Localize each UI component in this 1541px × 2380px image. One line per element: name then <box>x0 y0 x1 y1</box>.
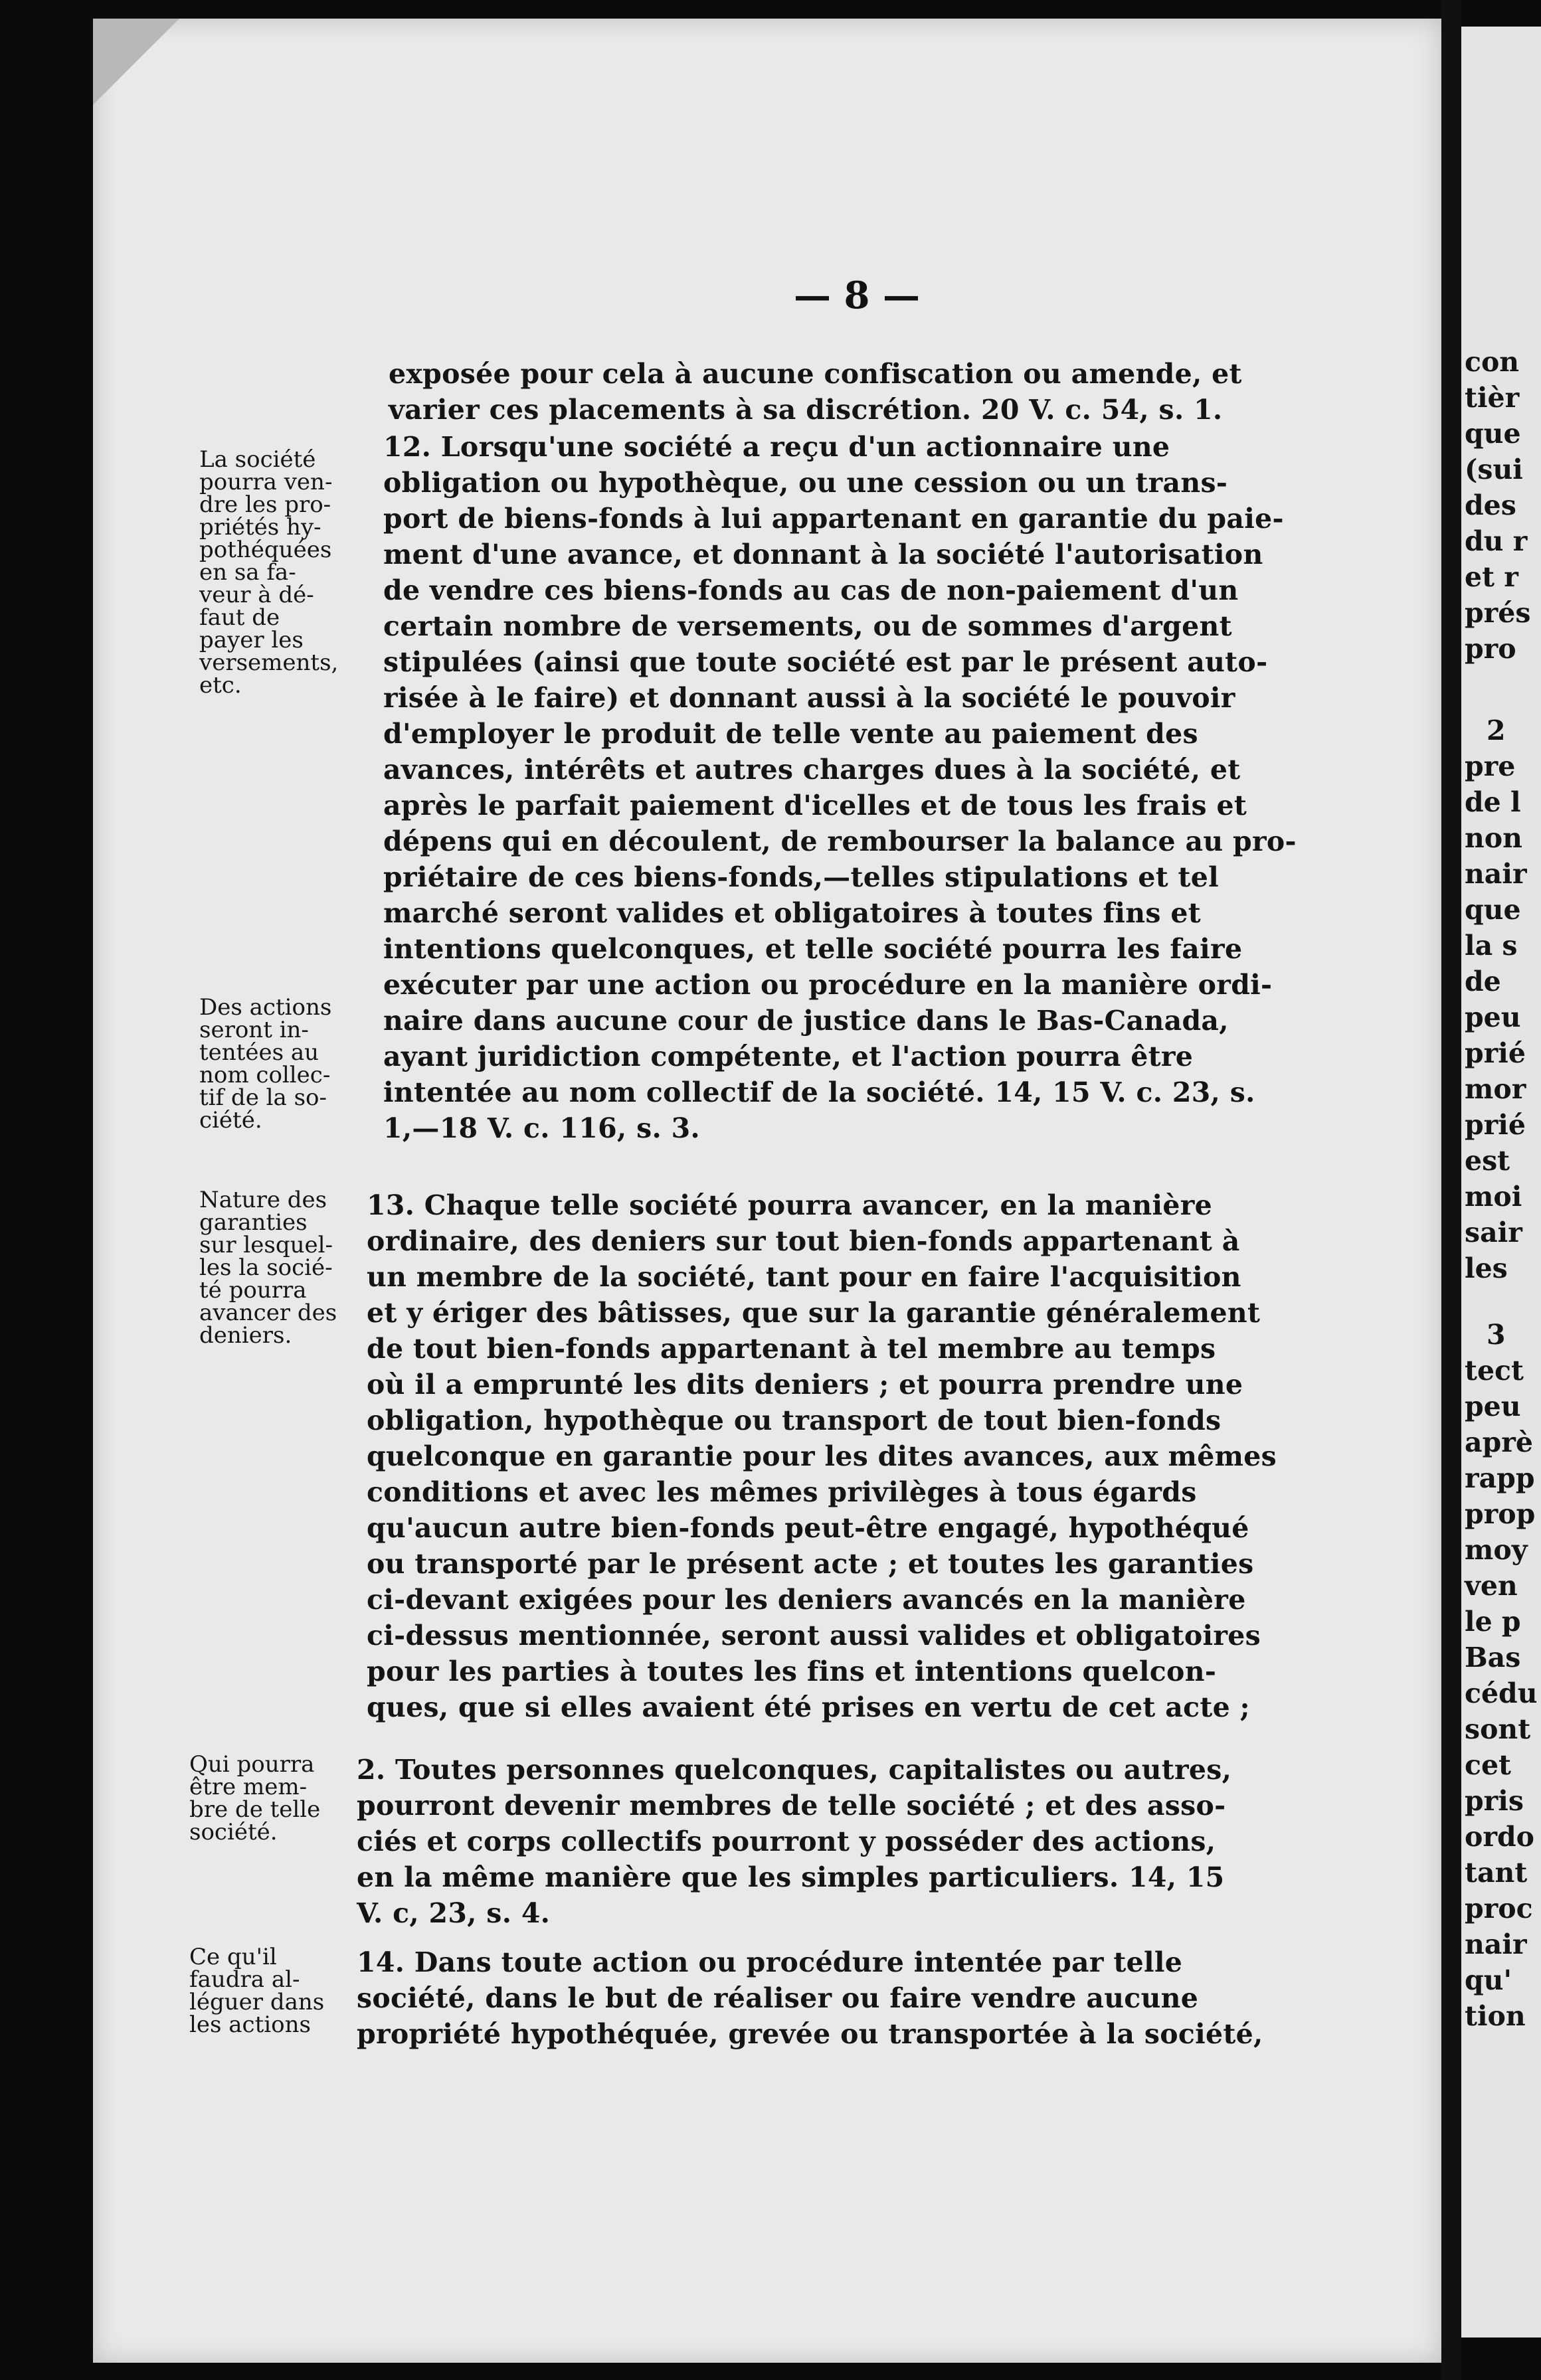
margin-note-line: té pourra <box>199 1277 307 1304</box>
text-line: ordinaire, des deniers sur tout bien-fonds appartenant à <box>367 1225 1240 1257</box>
adjacent-page-fragment: tect <box>1465 1355 1524 1387</box>
margin-note-line: léguer dans <box>189 1989 325 2015</box>
margin-note-line: pourra ven- <box>199 469 333 495</box>
text-line: de tout bien-fonds appartenant à tel membre au temps <box>367 1333 1216 1365</box>
adjacent-page-fragment: tion <box>1465 2000 1526 2032</box>
adjacent-page-fragment: est <box>1465 1145 1510 1177</box>
text-line: intentée au nom collectif de la société. 14, 15 V. c. 23, s. <box>383 1076 1255 1108</box>
margin-note-line: tif de la so- <box>199 1084 327 1111</box>
text-line: après le parfait paiement d'icelles et de tous les frais et <box>383 790 1247 821</box>
text-line: 12. Lorsqu'une société a reçu d'un actionnaire une <box>383 431 1170 463</box>
page-number: — 8 — <box>794 274 920 317</box>
margin-note-line: Des actions <box>199 994 332 1021</box>
adjacent-page-fragment: tièr <box>1465 382 1520 414</box>
text-line: pour les parties à toutes les fins et intentions quelcon- <box>367 1656 1217 1687</box>
text-line: port de biens-fonds à lui appartenant en garantie du paie- <box>383 503 1284 535</box>
text-line: ayant juridiction compétente, et l'action pourra être <box>383 1041 1194 1072</box>
text-line: naire dans aucune cour de justice dans le Bas-Canada, <box>383 1005 1229 1037</box>
text-line: 14. Dans toute action ou procédure intentée par telle <box>357 1946 1183 1978</box>
adjacent-page-fragment: cédu <box>1465 1677 1538 1709</box>
adjacent-page-fragment: prés <box>1465 597 1531 629</box>
margin-note-line: être mem- <box>189 1774 308 1800</box>
text-line: ci-devant exigées pour les deniers avancés en la manière <box>367 1584 1246 1616</box>
adjacent-page-fragment: prié <box>1465 1109 1526 1141</box>
text-line: en la même manière que les simples particuliers. 14, 15 <box>357 1861 1225 1893</box>
margin-note-line: tentées au <box>199 1039 319 1066</box>
margin-note-line: versements, <box>199 649 339 676</box>
adjacent-page-fragment: non <box>1465 822 1522 854</box>
margin-note-line: en sa fa- <box>199 559 296 586</box>
margin-note-line: etc. <box>199 672 242 699</box>
text-line: et y ériger des bâtisses, que sur la garantie généralement <box>367 1297 1261 1329</box>
adjacent-page-fragment: la s <box>1465 930 1518 962</box>
margin-note-line: pothéquées <box>199 537 332 563</box>
text-line: ques, que si elles avaient été prises en vertu de cet acte ; <box>367 1691 1250 1723</box>
adjacent-page-fragment: peu <box>1465 1001 1521 1033</box>
binding-gutter <box>1441 0 1461 2380</box>
adjacent-page-fragment: proc <box>1465 1893 1533 1924</box>
adjacent-page-fragment: pro <box>1465 633 1516 665</box>
text-line: priétaire de ces biens-fonds,—telles stipulations et tel <box>383 861 1220 893</box>
margin-note-line: garanties <box>199 1209 308 1236</box>
margin-note-line: faudra al- <box>189 1966 300 1993</box>
text-line: risée à le faire) et donnant aussi à la société le pouvoir <box>383 682 1235 714</box>
margin-note-line: ciété. <box>199 1107 262 1134</box>
text-line: pourront devenir membres de telle société ; et des asso- <box>357 1790 1226 1822</box>
margin-note-line: dre les pro- <box>199 491 331 518</box>
adjacent-page-fragment: 3 <box>1487 1319 1506 1351</box>
text-line: exécuter par une action ou procédure en la manière ordi- <box>383 969 1273 1001</box>
adjacent-page-fragment: aprè <box>1465 1426 1533 1458</box>
margin-note-line: priétés hy- <box>199 514 321 541</box>
text-line: de vendre ces biens-fonds au cas de non-paiement d'un <box>383 574 1239 606</box>
text-line: varier ces placements à sa discrétion. 20 V. c. 54, s. 1. <box>389 394 1223 426</box>
adjacent-page-fragment: du r <box>1465 525 1528 557</box>
adjacent-page-fragment: ven <box>1465 1570 1518 1602</box>
adjacent-page-fragment: moy <box>1465 1534 1528 1566</box>
text-line: certain nombre de versements, ou de sommes d'argent <box>383 610 1232 642</box>
adjacent-page-edge <box>1461 27 1541 2338</box>
margin-note-line: payer les <box>199 627 304 653</box>
adjacent-page-fragment: et r <box>1465 561 1518 593</box>
adjacent-page-fragment: nair <box>1465 1928 1527 1960</box>
margin-note-line: seront in- <box>199 1017 309 1043</box>
margin-note-line: La société <box>199 446 316 473</box>
adjacent-page-fragment: pre <box>1465 750 1516 782</box>
text-line: propriété hypothéquée, grevée ou transportée à la société, <box>357 2018 1263 2050</box>
text-line: quelconque en garantie pour les dites avances, aux mêmes <box>367 1440 1277 1472</box>
adjacent-page-fragment: moi <box>1465 1181 1522 1213</box>
margin-note-line: nom collec- <box>199 1062 331 1088</box>
text-line: ou transporté par le présent acte ; et toutes les garanties <box>367 1548 1254 1580</box>
adjacent-page-fragment: tant <box>1465 1857 1528 1889</box>
text-line: société, dans le but de réaliser ou faire vendre aucune <box>357 1982 1199 2014</box>
text-line: dépens qui en découlent, de rembourser la balance au pro- <box>383 825 1297 857</box>
text-line: V. c, 23, s. 4. <box>357 1897 551 1929</box>
text-line: d'employer le produit de telle vente au paiement des <box>383 718 1198 750</box>
margin-note-line: Nature des <box>199 1187 327 1213</box>
text-line: conditions et avec les mêmes privilèges à tous égards <box>367 1476 1197 1508</box>
adjacent-page-fragment: con <box>1465 346 1520 378</box>
text-line: marché seront valides et obligatoires à toutes fins et <box>383 897 1201 929</box>
adjacent-page-fragment: nair <box>1465 858 1527 890</box>
adjacent-page-fragment: de <box>1465 966 1501 997</box>
text-line: 1,—18 V. c. 116, s. 3. <box>383 1112 700 1144</box>
text-line: exposée pour cela à aucune confiscation ou amende, et <box>389 358 1242 390</box>
margin-note-line: avancer des <box>199 1300 337 1326</box>
text-line: stipulées (ainsi que toute société est par le présent auto- <box>383 646 1268 678</box>
margin-note-line: Ce qu'il <box>189 1944 277 1970</box>
text-line: ment d'une avance, et donnant à la société l'autorisation <box>383 539 1263 570</box>
text-line: 13. Chaque telle société pourra avancer, en la manière <box>367 1189 1213 1221</box>
text-line: un membre de la société, tant pour en faire l'acquisition <box>367 1261 1241 1293</box>
margin-note-line: deniers. <box>199 1322 292 1349</box>
text-line: ciés et corps collectifs pourront y posséder des actions, <box>357 1826 1216 1857</box>
adjacent-page-fragment: cet <box>1465 1749 1511 1781</box>
margin-note-line: faut de <box>199 604 280 631</box>
margin-note-line: les actions <box>189 2011 311 2038</box>
text-line: où il a emprunté les dits deniers ; et pourra prendre une <box>367 1369 1243 1401</box>
adjacent-page-fragment: qu' <box>1465 1964 1512 1996</box>
adjacent-page-fragment: que <box>1465 418 1521 450</box>
adjacent-page-fragment: que <box>1465 894 1521 926</box>
text-line: avances, intérêts et autres charges dues à la société, et <box>383 754 1241 786</box>
adjacent-page-fragment: Bas <box>1465 1642 1521 1673</box>
text-line: 2. Toutes personnes quelconques, capitalistes ou autres, <box>357 1754 1232 1786</box>
adjacent-page-fragment: prop <box>1465 1498 1536 1530</box>
adjacent-page-fragment: prié <box>1465 1037 1526 1069</box>
margin-note-line: veur à dé- <box>199 582 314 608</box>
adjacent-page-fragment: pris <box>1465 1785 1524 1817</box>
text-line: qu'aucun autre bien-fonds peut-être engagé, hypothéqué <box>367 1512 1249 1544</box>
text-line: intentions quelconques, et telle société pourra les faire <box>383 933 1243 965</box>
text-line: ci-dessus mentionnée, seront aussi valides et obligatoires <box>367 1620 1261 1652</box>
adjacent-page-fragment: rapp <box>1465 1462 1535 1494</box>
adjacent-page-fragment: de l <box>1465 786 1521 818</box>
margin-note-line: sur lesquel- <box>199 1232 333 1258</box>
adjacent-page-fragment: des <box>1465 489 1516 521</box>
margin-note-line: les la socié- <box>199 1254 333 1281</box>
adjacent-page-fragment: le p <box>1465 1606 1521 1638</box>
adjacent-page-fragment: (sui <box>1465 454 1523 485</box>
page-corner-fold <box>93 19 179 105</box>
adjacent-page-fragment: ordo <box>1465 1821 1534 1853</box>
adjacent-page-fragment: mor <box>1465 1073 1526 1105</box>
text-line: obligation ou hypothèque, ou une cession ou un trans- <box>383 467 1228 499</box>
adjacent-page-fragment: peu <box>1465 1391 1521 1422</box>
adjacent-page-fragment: sont <box>1465 1713 1531 1745</box>
margin-note-line: bre de telle <box>189 1796 321 1823</box>
adjacent-page-fragment: les <box>1465 1252 1508 1284</box>
text-line: obligation, hypothèque ou transport de tout bien-fonds <box>367 1404 1222 1436</box>
adjacent-page-fragment: sair <box>1465 1217 1522 1248</box>
adjacent-page-fragment: 2 <box>1487 715 1506 746</box>
margin-note-line: société. <box>189 1819 278 1845</box>
margin-note-line: Qui pourra <box>189 1751 315 1778</box>
